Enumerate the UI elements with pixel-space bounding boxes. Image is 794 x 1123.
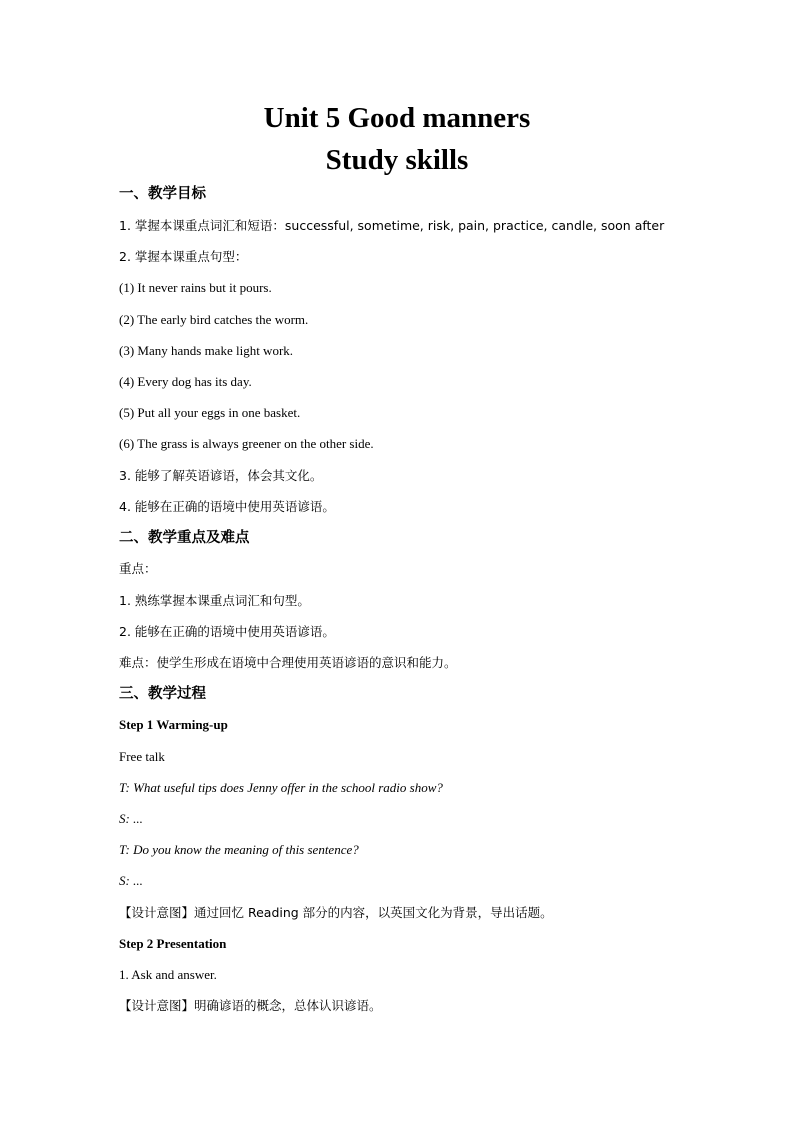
teacher-question: T: Do you know the meaning of this sentence? bbox=[119, 842, 359, 857]
section-heading-process: 三、教学过程 bbox=[119, 686, 206, 702]
section-heading-key-points: 二、教学重点及难点 bbox=[119, 530, 250, 546]
sentence-item: (1) It never rains but it pours. bbox=[119, 280, 272, 295]
key-point-item: 1. 熟练掌握本课重点词汇和句型。 bbox=[119, 593, 310, 608]
student-answer: S: ... bbox=[119, 873, 143, 888]
sentence-item: (4) Every dog has its day. bbox=[119, 374, 252, 389]
difficulty-item: 难点：使学生形成在语境中合理使用英语谚语的意识和能力。 bbox=[119, 655, 457, 670]
sentence-item: (2) The early bird catches the worm. bbox=[119, 312, 309, 327]
sentence-item: (5) Put all your eggs in one basket. bbox=[119, 405, 301, 420]
design-intent-note: 【设计意图】通过回忆 Reading 部分的内容，以英国文化为背景，导出话题。 bbox=[119, 905, 553, 920]
objective-item: 1. 掌握本课重点词汇和短语：successful, sometime, risk, pain, practice, candle, soon after bbox=[119, 218, 665, 233]
step2-item: 1. Ask and answer. bbox=[119, 967, 217, 982]
step1-title: Step 1 Warming-up bbox=[119, 717, 228, 732]
sentence-item: (3) Many hands make light work. bbox=[119, 343, 294, 358]
student-answer: S: ... bbox=[119, 811, 143, 826]
step2-title: Step 2 Presentation bbox=[119, 936, 227, 951]
free-talk-label: Free talk bbox=[119, 749, 165, 764]
objective-item: 2. 掌握本课重点句型： bbox=[119, 249, 248, 264]
key-point-item: 2. 能够在正确的语境中使用英语谚语。 bbox=[119, 624, 335, 639]
teacher-question: T: What useful tips does Jenny offer in the school radio show? bbox=[119, 780, 443, 795]
doc-subtitle: Study skills bbox=[325, 144, 469, 176]
section-heading-objectives: 一、教学目标 bbox=[119, 186, 206, 202]
design-intent-note: 【设计意图】明确谚语的概念，总体认识谚语。 bbox=[119, 998, 382, 1013]
doc-title: Unit 5 Good manners bbox=[263, 102, 531, 134]
sentence-item: (6) The grass is always greener on the other side. bbox=[119, 436, 374, 451]
objective-item: 3. 能够了解英语谚语，体会其文化。 bbox=[119, 468, 323, 483]
objective-item: 4. 能够在正确的语境中使用英语谚语。 bbox=[119, 499, 335, 514]
key-point-label: 重点： bbox=[119, 561, 157, 576]
